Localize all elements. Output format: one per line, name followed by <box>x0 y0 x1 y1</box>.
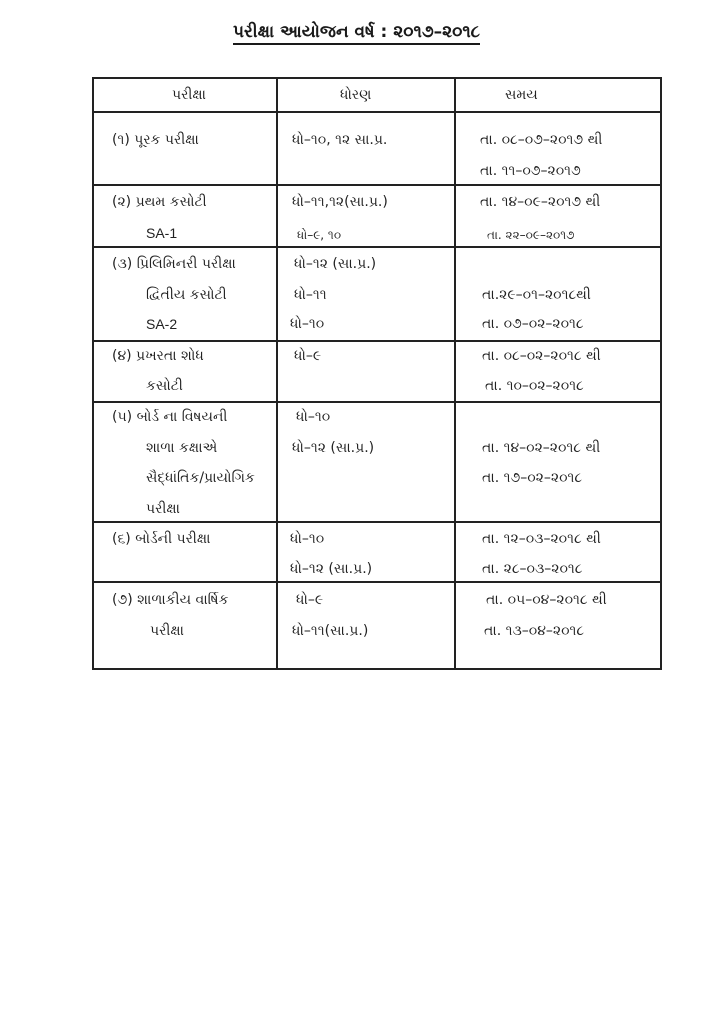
column-divider <box>454 77 456 670</box>
column-divider <box>276 77 278 670</box>
header-divider <box>92 111 662 113</box>
exam-name: SA-1 <box>146 225 178 241</box>
date-to: તા. ૧૩–૦૪–૨૦૧૮ <box>484 623 585 639</box>
exam-name: (૩) પ્રિલિમિનરી પરીક્ષા <box>112 256 236 272</box>
exam-name: (૬) બોર્ડની પરીક્ષા <box>112 531 211 547</box>
date-to: તા. ૦૭–૦૨–૨૦૧૮ <box>482 316 584 332</box>
row-divider <box>92 184 662 186</box>
row-divider <box>92 246 662 248</box>
exam-name: SA-2 <box>146 316 178 332</box>
standard: ધો–૧૧ <box>294 287 327 303</box>
date-to: તા. ૨૨–૦૯–૨૦૧૭ <box>487 228 575 242</box>
row-divider <box>92 581 662 583</box>
date-from: તા. ૦૮–૦૭–૨૦૧૭ થી <box>480 132 603 148</box>
standard: ધો–૯, ૧૦ <box>297 228 342 242</box>
standard: ધો–૯ <box>294 348 322 364</box>
row-divider <box>92 521 662 523</box>
date-to: તા. ૧૭–૦૨–૨૦૧૮ <box>482 470 583 486</box>
date-from: તા.૨૯–૦૧–૨૦૧૮થી <box>482 287 591 303</box>
standard: ધો–૧૧,૧૨(સા.પ્ર.) <box>292 194 388 210</box>
exam-name: દ્વિતીય કસોટી <box>146 287 227 303</box>
column-header-exam: પરીક્ષા <box>172 87 206 103</box>
exam-name: પરીક્ષા <box>146 501 180 517</box>
date-from: તા. ૧૪–૦૨–૨૦૧૮ થી <box>482 440 601 456</box>
exam-name: (૫) બોર્ડ ના વિષયની <box>112 409 228 425</box>
column-header-standard: ધોરણ <box>340 87 372 103</box>
standard: ધો–૯ <box>296 592 324 608</box>
exam-name: પરીક્ષા <box>150 623 184 639</box>
exam-name: (૭) શાળાકીય વાર્ષિક <box>112 592 229 608</box>
exam-name: (૪) પ્રખરતા શોધ <box>112 348 204 364</box>
standard: ધો–૧૦, ૧૨ સા.પ્ર. <box>292 132 388 148</box>
standard: ધો–૧૨ (સા.પ્ર.) <box>292 440 375 456</box>
row-divider <box>92 340 662 342</box>
date-from: તા. ૧૪–૦૯–૨૦૧૭ થી <box>480 194 601 210</box>
exam-name: (૧) પૂરક પરીક્ષા <box>112 132 199 148</box>
date-from: તા. ૦૮–૦૨–૨૦૧૮ થી <box>482 348 601 364</box>
row-divider <box>92 401 662 403</box>
standard: ધો–૧૦ <box>296 409 331 425</box>
column-header-time: સમય <box>505 87 538 103</box>
date-to: તા. ૨૮–૦૩–૨૦૧૮ <box>482 561 583 577</box>
standard: ધો–૧૧(સા.પ્ર.) <box>292 623 369 639</box>
date-from: તા. ૧૨–૦૩–૨૦૧૮ થી <box>482 531 601 547</box>
exam-name: શાળા કક્ષાએ <box>146 440 218 456</box>
date-to: તા. ૧૧–૦૭–૨૦૧૭ <box>480 163 581 179</box>
page-title: પરીક્ષા આયોજન વર્ષ : ૨૦૧૭–૨૦૧૮ <box>0 22 713 42</box>
standard: ધો–૧૦ <box>290 531 325 547</box>
exam-name: સૈદ્ધાંતિક/પ્રાયોગિક <box>146 470 255 486</box>
standard: ધો–૧૨ (સા.પ્ર.) <box>290 561 373 577</box>
standard: ધો–૧૨ (સા.પ્ર.) <box>294 256 377 272</box>
date-to: તા. ૧૦–૦૨–૨૦૧૮ <box>485 378 584 394</box>
date-from: તા. ૦૫–૦૪–૨૦૧૮ થી <box>486 592 607 608</box>
exam-name: કસોટી <box>146 378 183 394</box>
standard: ધો–૧૦ <box>290 316 325 332</box>
exam-name: (૨) પ્રથમ કસોટી <box>112 194 207 210</box>
